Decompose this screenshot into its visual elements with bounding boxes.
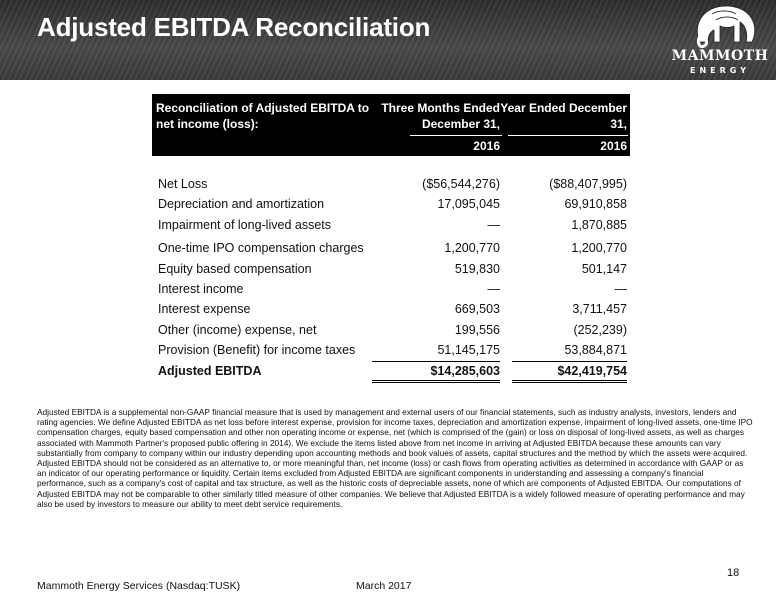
table-row (152, 320, 630, 340)
total-row (152, 361, 630, 381)
row-value-year: 1,870,885 (571, 217, 627, 232)
subtotal-rule (512, 361, 627, 362)
mammoth-icon (686, 2, 764, 50)
row-value-three-months: — (487, 281, 500, 296)
column-heading-year: Year Ended December 31, (500, 101, 627, 131)
row-value-year: ($88,407,995) (549, 177, 627, 191)
row-label: Other (income) expense, net (158, 322, 317, 337)
row-label: Impairment of long-lived assets (158, 217, 331, 232)
column-heading-three-months: Three Months Ended December 31, (381, 101, 500, 131)
row-label: Provision (Benefit) for income taxes (158, 343, 356, 358)
footer-date: March 2017 (356, 580, 412, 592)
total-rule (512, 382, 627, 383)
row-value-three-months: — (487, 217, 500, 232)
row-value-three-months: 51,145,175 (437, 343, 500, 358)
table-row (152, 340, 630, 360)
column-year-three-months: 2016 (473, 139, 500, 153)
table-row (152, 215, 630, 235)
row-value-three-months: 199,556 (454, 322, 500, 337)
total-rule (372, 382, 500, 383)
row-value-year: 501,147 (581, 261, 627, 276)
row-value-three-months: $14,285,603 (430, 363, 500, 378)
table-row (152, 279, 630, 299)
subtotal-rule (372, 361, 500, 362)
header-divider (508, 135, 628, 136)
row-label: Interest expense (158, 302, 251, 317)
row-value-three-months: 1,200,770 (444, 241, 500, 256)
table-row (152, 259, 630, 279)
row-value-year: — (614, 281, 627, 296)
row-value-year: 3,711,457 (572, 302, 627, 317)
table-row (152, 299, 630, 319)
company-logo (664, 2, 776, 80)
row-value-year: $42,419,754 (557, 363, 627, 378)
row-label: Equity based compensation (158, 261, 312, 276)
row-value-year: 1,200,770 (571, 241, 627, 256)
row-label: Adjusted EBITDA (158, 363, 262, 378)
total-rule (372, 380, 500, 381)
logo-name: MAMMOTH (671, 48, 769, 64)
page-number: 18 (727, 567, 740, 579)
row-value-year: 69,910,858 (564, 197, 627, 212)
logo-subtitle: ENERGY (690, 66, 750, 75)
row-value-three-months: 669,503 (454, 302, 500, 317)
footer-company: Mammoth Energy Services (Nasdaq:TUSK) (37, 580, 241, 592)
row-value-three-months: ($56,544,276) (422, 177, 500, 191)
row-value-three-months: 519,830 (454, 261, 500, 276)
row-value-three-months: 17,095,045 (437, 197, 500, 212)
table-header-label: Reconciliation of Adjusted EBITDA to net income (loss): (156, 101, 370, 131)
table-row (152, 238, 630, 258)
row-label: One-time IPO compensation charges (158, 241, 364, 256)
header-divider (410, 135, 502, 136)
row-label: Depreciation and amortization (158, 197, 325, 212)
reconciliation-table (152, 94, 630, 381)
header-banner (0, 0, 776, 80)
table-body (152, 174, 630, 381)
row-value-year: 53,884,871 (564, 343, 627, 358)
total-rule (512, 380, 627, 381)
footnote-paragraph: Adjusted EBITDA is a supplemental non-GAAP financial measure that is used by management and external users of our financial statements, such as industry analysts, investors, lenders and rating agencies. We define Adjusted EBITDA as net loss before interest expense, provision for income taxes, depreciation and amortization expense, impairment of long-lived assets, one-time IPO compensation charges, equity based compensation and other non operating income or expense, net (which is comprised of the (gain) or loss on disposal of long-lived assets, as well as charges associated with Mammoth Partner's proposed public offering in 2014). We exclude the items listed above from net income in arriving at Adjusted EBITDA because these amounts can vary substantially from company to company within our industry depending upon accounting methods and book values of assets, capital structures and the method by which the assets were acquired. Adjusted EBITDA should not be considered as an alternative to, or more meaningful than, net income (loss) or cash flows from operating activities as determined in accordance with GAAP or as an indicator of our operating performance or liquidity. Certain items excluded from Adjusted EBITDA are significant components in understanding and assessing a company's financial performance, such as a company's cost of capital and tax structure, as well as the historic costs of depreciable assets, none of which are components of Adjusted EBITDA. Our computations of Adjusted EBITDA may not be comparable to other similarly titled measure of other companies. We believe that Adjusted EBITDA is a widely followed measure of operating performance and may also be used by investors to measure our ability to meet debt service requirements. (37, 407, 753, 509)
row-label: Interest income (158, 281, 244, 296)
table-header (152, 94, 630, 156)
page-title: Adjusted EBITDA Reconciliation (37, 12, 431, 42)
column-year-annual: 2016 (600, 139, 627, 153)
row-label: Net Loss (158, 177, 208, 191)
table-row (152, 174, 630, 194)
table-row (152, 194, 630, 214)
row-value-year: (252,239) (573, 322, 627, 337)
